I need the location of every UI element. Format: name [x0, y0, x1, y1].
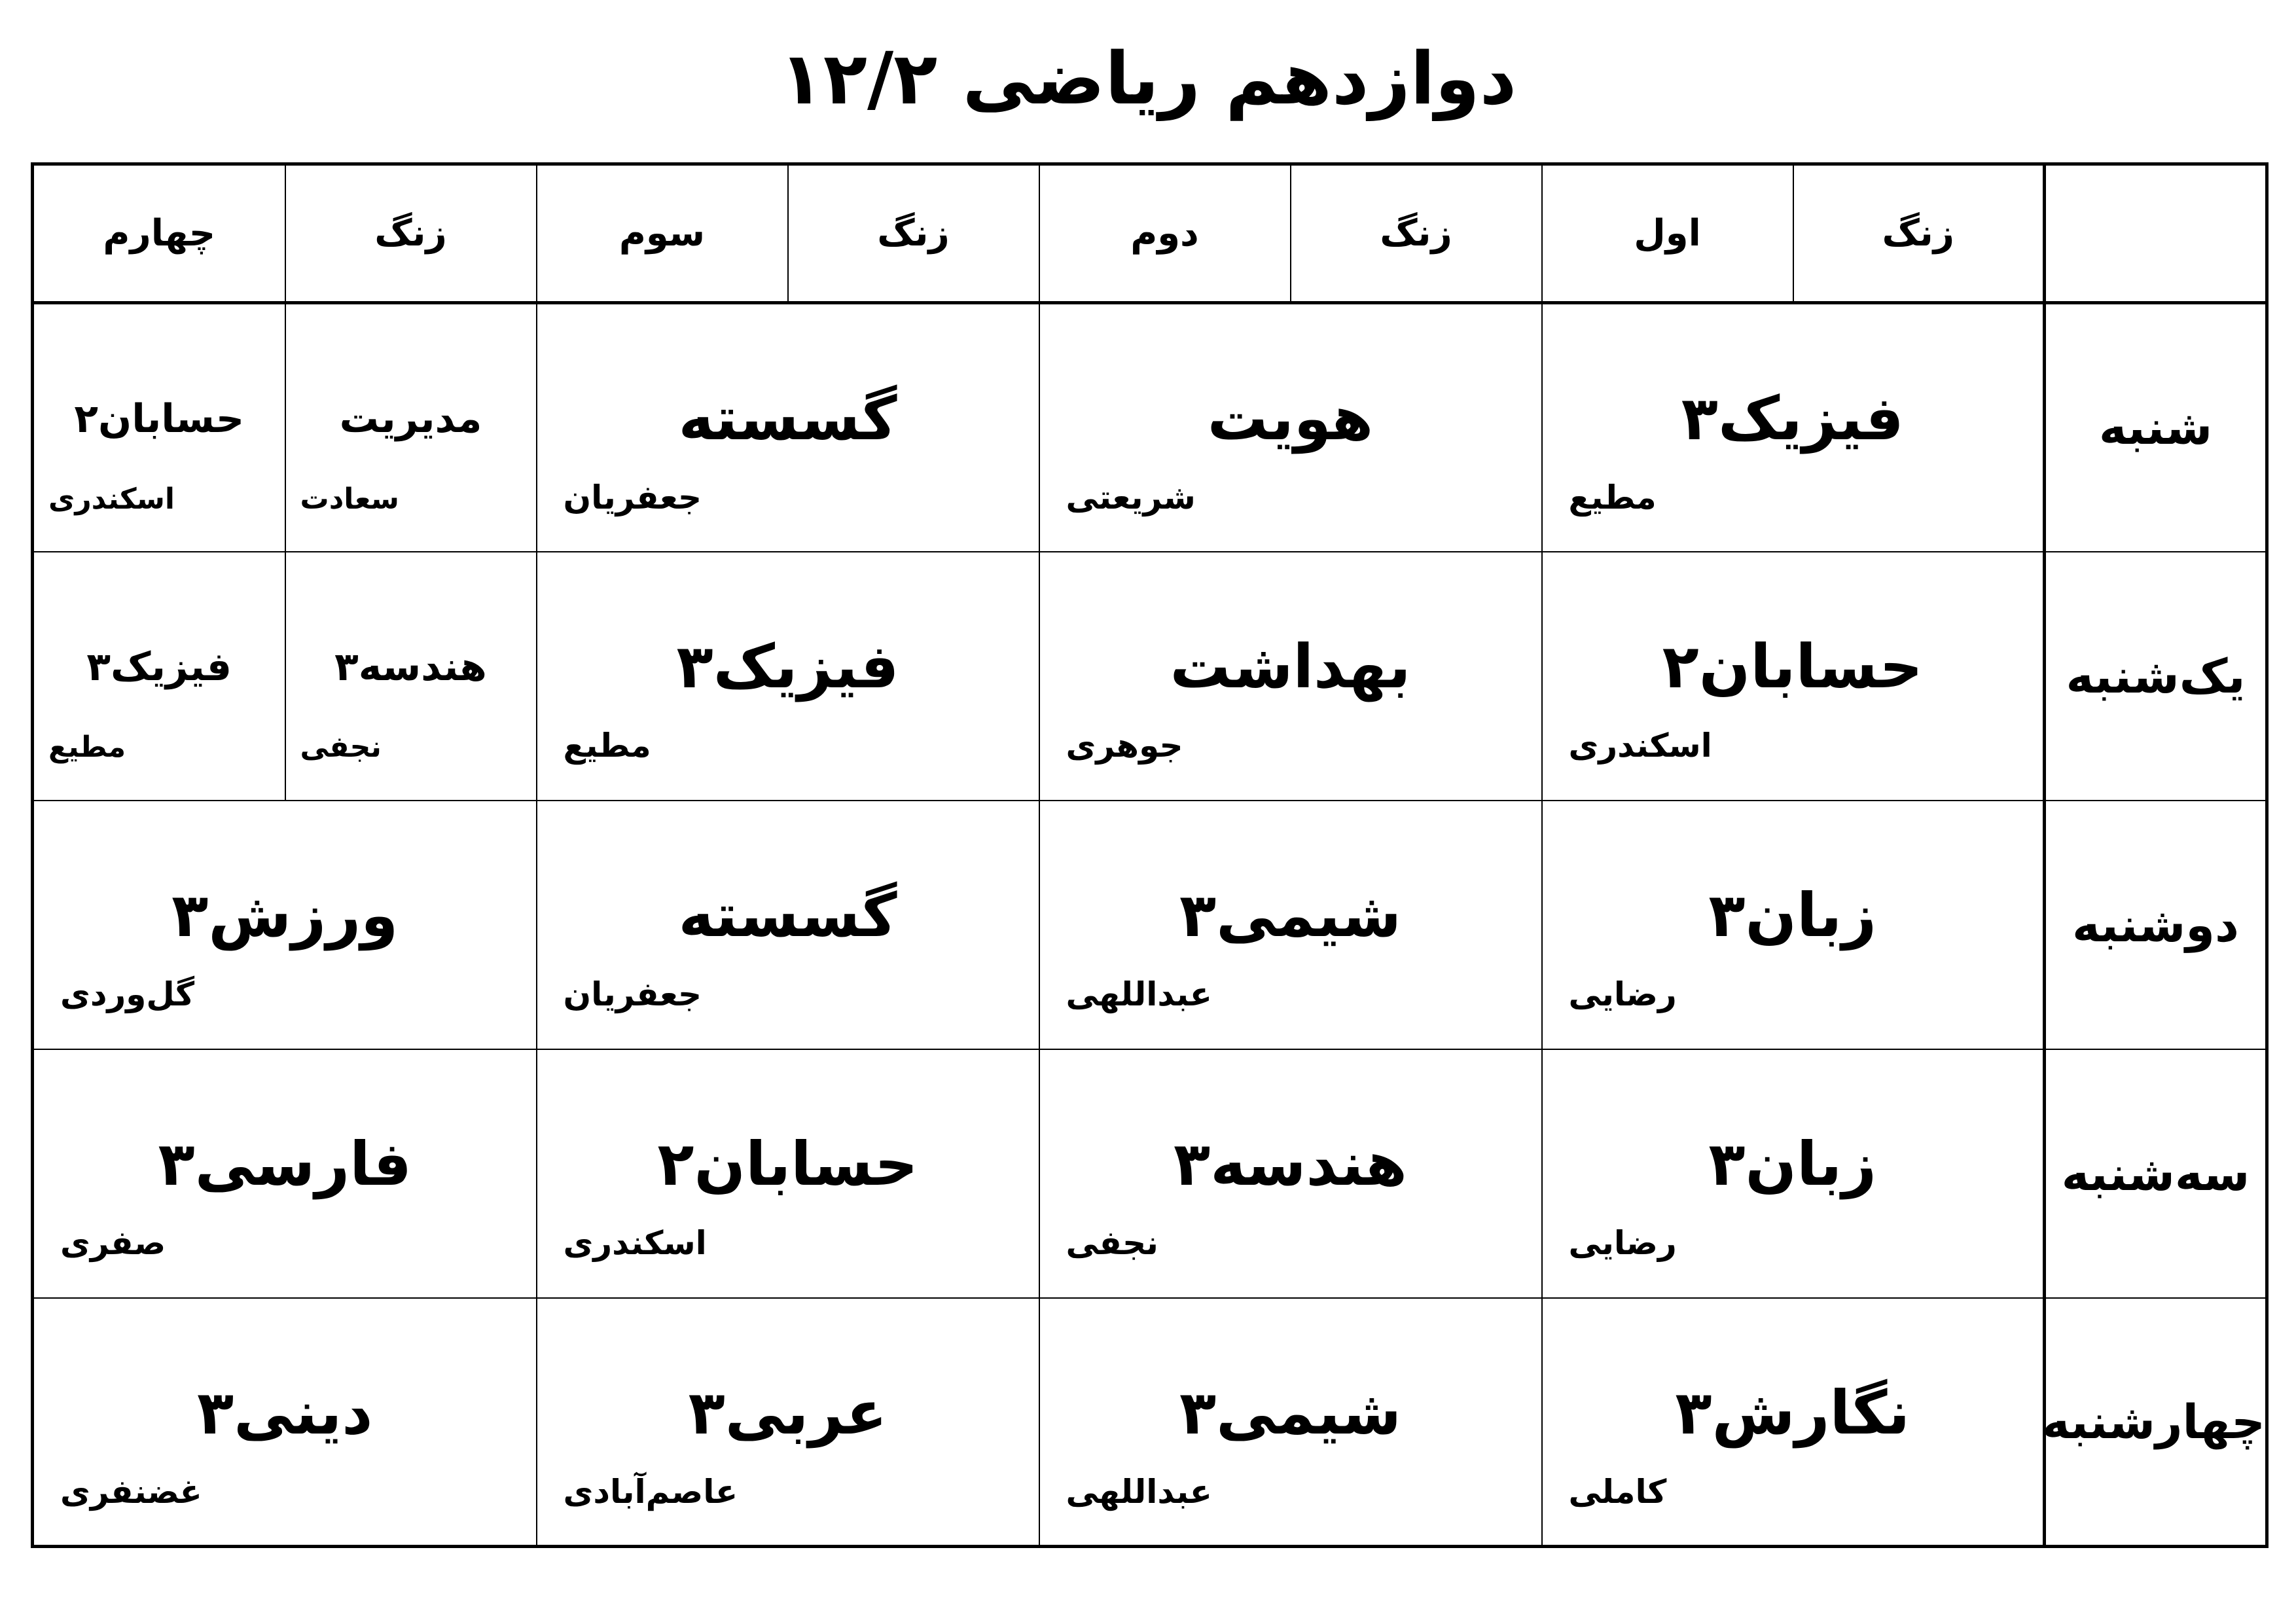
class-cell [1039, 1049, 1542, 1298]
header-bell-1: زنگ [1793, 164, 2045, 303]
class-cell [537, 303, 1039, 552]
class-cell [537, 552, 1039, 801]
teacher-name: گل‌وردی [60, 975, 195, 1013]
teacher-name: اسکندری [48, 482, 175, 516]
teacher-name: مطیع [563, 726, 651, 765]
header-bell-3: زنگ [788, 164, 1039, 303]
teacher-name: جعفریان [563, 975, 702, 1013]
class-cell [537, 1298, 1039, 1547]
header-row [33, 164, 2267, 303]
class-cell [1542, 801, 2045, 1049]
subject-name: نگارش۳ [1675, 1377, 1910, 1448]
class-cell-split [285, 303, 537, 552]
day-row [33, 1298, 2267, 1547]
teacher-name: اسکندری [1568, 726, 1712, 765]
header-bell-2: زنگ [1291, 164, 1542, 303]
teacher-name: مطیع [1568, 478, 1657, 516]
subject-name: هندسه۳ [334, 643, 487, 690]
class-cell-split [285, 552, 537, 801]
teacher-name: عبداللهی [1066, 975, 1212, 1013]
teacher-name: عبداللهی [1066, 1472, 1212, 1511]
subject-name: حسابان۲ [657, 1128, 918, 1199]
class-cell [33, 1298, 537, 1547]
subject-name: زبان۳ [1708, 880, 1877, 950]
teacher-name: نجفی [1066, 1223, 1158, 1262]
teacher-name: نجفی [300, 730, 382, 764]
class-cell-split [33, 552, 285, 801]
class-cell-split [33, 303, 285, 552]
subject-name: گسسته [678, 880, 897, 950]
class-cell [537, 801, 1039, 1049]
subject-name: فیزیک۳ [676, 631, 899, 702]
teacher-name: شریعتی [1066, 478, 1196, 516]
class-cell [1542, 303, 2045, 552]
day-name: چهارشنبه [2045, 1298, 2267, 1547]
weekly-schedule-table [31, 162, 2269, 1548]
day-name: شنبه [2045, 303, 2267, 552]
class-cell [1039, 1298, 1542, 1547]
subject-name: بهداشت [1170, 631, 1411, 702]
subject-name: فیزیک۳ [1681, 384, 1904, 454]
class-cell [1039, 552, 1542, 801]
header-bell-4: زنگ [285, 164, 537, 303]
class-cell [1542, 1049, 2045, 1298]
teacher-name: صفری [60, 1223, 166, 1262]
subject-name: فیزیک۳ [86, 643, 232, 690]
subject-name: دینی۳ [196, 1377, 373, 1448]
class-cell [1039, 303, 1542, 552]
subject-name: شیمی۳ [1179, 1377, 1401, 1448]
subject-name: حسابان۲ [1662, 631, 1923, 702]
teacher-name: عاصم‌آبادی [563, 1472, 738, 1511]
subject-name: عربی۳ [688, 1377, 888, 1448]
header-period-1: اول [1542, 164, 1793, 303]
day-row [33, 552, 2267, 801]
class-cell [1542, 1298, 2045, 1547]
header-period-2: دوم [1039, 164, 1291, 303]
day-row [33, 1049, 2267, 1298]
class-cell [1542, 552, 2045, 801]
teacher-name: سعادت [300, 482, 399, 516]
teacher-name: رضایی [1568, 975, 1677, 1013]
teacher-name: جوهری [1066, 726, 1183, 765]
header-corner [2045, 164, 2267, 303]
day-name: یک‌شنبه [2045, 552, 2267, 801]
subject-name: مدیریت [339, 396, 482, 442]
subject-name: ورزش۳ [171, 880, 399, 950]
class-cell [537, 1049, 1039, 1298]
subject-name: هندسه۳ [1174, 1128, 1407, 1199]
day-row [33, 801, 2267, 1049]
day-row [33, 303, 2267, 552]
subject-name: شیمی۳ [1179, 880, 1401, 950]
teacher-name: غضنفری [60, 1472, 202, 1511]
subject-name: زبان۳ [1708, 1128, 1877, 1199]
teacher-name: رضایی [1568, 1223, 1677, 1262]
page-title: دوازدهم ریاضی ۱۲/۲ [779, 37, 1517, 120]
header-period-3: سوم [537, 164, 788, 303]
teacher-name: مطیع [48, 730, 126, 764]
teacher-name: اسکندری [563, 1223, 707, 1262]
teacher-name: جعفریان [563, 478, 702, 516]
header-period-4: چهارم [33, 164, 285, 303]
subject-name: فارسی۳ [158, 1128, 412, 1199]
day-name: سه‌شنبه [2045, 1049, 2267, 1298]
class-cell [33, 801, 537, 1049]
subject-name: گسسته [678, 384, 897, 454]
subject-name: هویت [1207, 384, 1374, 454]
class-cell [1039, 801, 1542, 1049]
day-name: دوشنبه [2045, 801, 2267, 1049]
class-cell [33, 1049, 537, 1298]
teacher-name: کاملی [1568, 1472, 1667, 1511]
subject-name: حسابان۲ [74, 396, 245, 442]
